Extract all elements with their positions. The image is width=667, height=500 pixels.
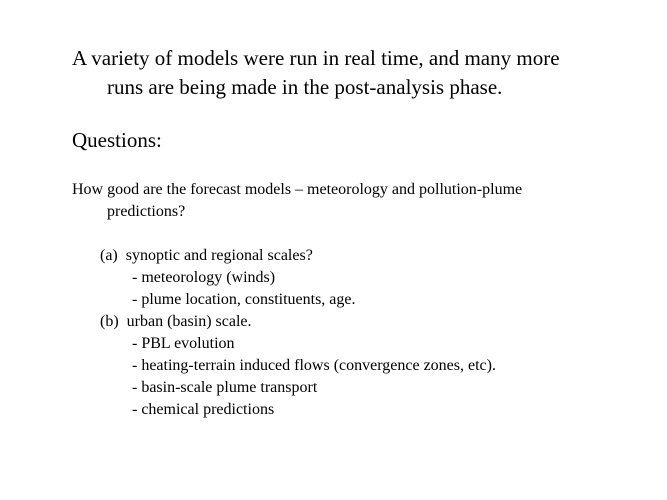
- question-line-2: predictions?: [107, 203, 186, 220]
- scales-list: [100, 245, 496, 421]
- sub-item: - basin-scale plume transport: [132, 379, 318, 396]
- questions-heading: Questions:: [72, 128, 162, 152]
- question-text: [72, 179, 652, 223]
- list-item-b: [100, 311, 496, 421]
- sub-item: - plume location, constituents, age.: [132, 291, 356, 308]
- list-item-a: [100, 245, 496, 311]
- intro-line-1: A variety of models were run in real time, and many more: [72, 46, 560, 70]
- sub-item: - heating-terrain induced flows (convergence zones, etc).: [132, 357, 496, 374]
- sub-item: - PBL evolution: [132, 335, 235, 352]
- item-a-sublist: [100, 267, 496, 311]
- item-b-label: (b) urban (basin) scale.: [100, 313, 252, 330]
- item-a-label: (a) synoptic and regional scales?: [100, 247, 313, 264]
- question-line-1: How good are the forecast models – meteorology and pollution-plume: [72, 181, 523, 198]
- item-b-sublist: [100, 333, 496, 421]
- intro-paragraph: [72, 44, 632, 102]
- sub-item: - chemical predictions: [132, 401, 275, 418]
- sub-item: - meteorology (winds): [132, 269, 276, 286]
- intro-line-2: runs are being made in the post-analysis phase.: [107, 75, 503, 99]
